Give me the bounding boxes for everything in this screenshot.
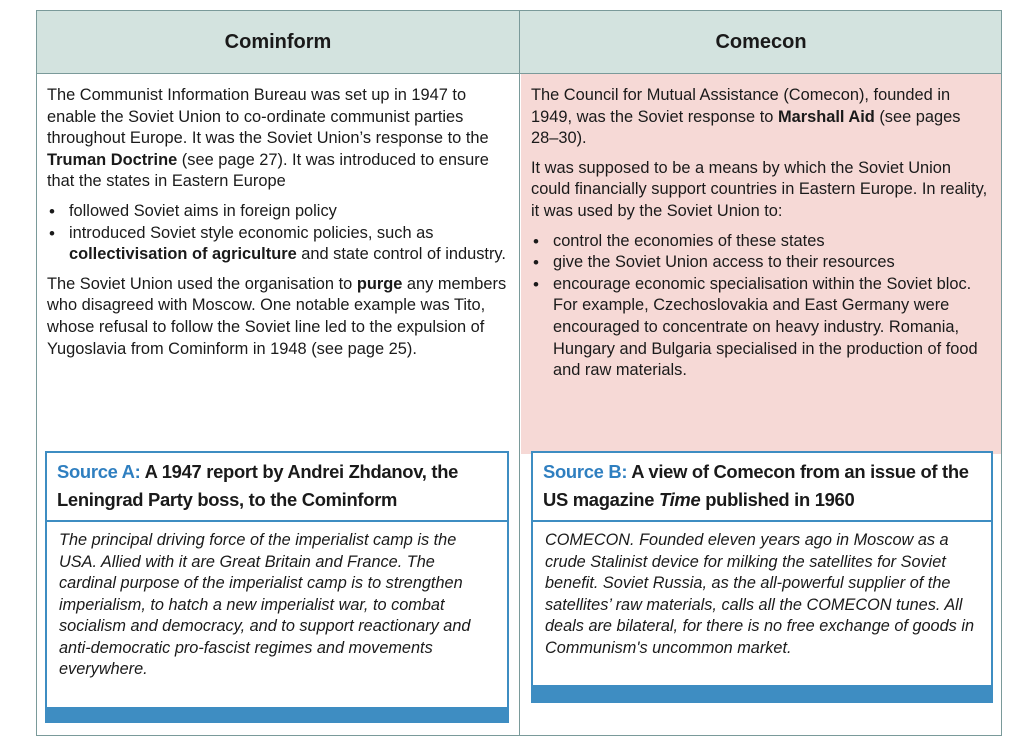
list-item: • introduced Soviet style economic policies, such as collectivisation of agriculture and state control of industry. bbox=[47, 223, 513, 266]
cominform-paragraph-1: The Communist Information Bureau was set up in 1947 to enable the Soviet Union to co-ordinate communist parties throughout Europe. It was the Soviet Union’s response to the Truman Doctrine (see page 27). It was introduced to ensure that the states in Eastern Europe bbox=[47, 86, 489, 191]
cominform-paragraph-2: The Soviet Union used the organisation to purge any members who disagreed with Moscow. One notable example was Tito, whose refusal to follow the Soviet line led to the expulsion of Yugoslavia from Cominform in 1948 (see page 25). bbox=[47, 274, 507, 358]
key-term-collectivisation: collectivisation of agriculture bbox=[69, 245, 297, 264]
comecon-heading: Comecon bbox=[715, 30, 807, 53]
cominform-bullet-list bbox=[47, 201, 513, 266]
source-a-title: Source A: A 1947 report by Andrei Zhdanov, the Leningrad Party boss, to the Cominform bbox=[47, 453, 507, 522]
source-b-label: Source B: bbox=[543, 461, 628, 482]
column-divider bbox=[519, 11, 520, 735]
source-a-label: Source A: bbox=[57, 461, 141, 482]
magazine-title-time: Time bbox=[658, 489, 701, 510]
list-item: • followed Soviet aims in foreign policy bbox=[47, 201, 513, 223]
comecon-paragraph-1: The Council for Mutual Assistance (Comecon), founded in 1949, was the Soviet response to Marshall Aid (see pages 28–30). bbox=[531, 86, 961, 148]
key-term-truman-doctrine: Truman Doctrine bbox=[47, 150, 178, 169]
source-b-title: Source B: A view of Comecon from an issue of the US magazine Time published in 1960 bbox=[533, 453, 991, 522]
comecon-paragraph-2: It was supposed to be a means by which the Soviet Union could financially support countries in Eastern Europe. In reality, it was used by the Soviet Union to: bbox=[531, 158, 988, 220]
comparison-table bbox=[36, 10, 1002, 736]
comecon-bullet-list bbox=[531, 231, 991, 382]
cominform-heading: Cominform bbox=[224, 30, 332, 53]
source-b-quote: COMECON. Founded eleven years ago in Moscow as a crude Stalinist device for milking the satellites for Soviet benefit. Soviet Russia, as the all-powerful supplier of the satellites’ raw materials, calls all the COMECON tunes. All deals are bilateral, for there is no free exchange of goods in Communism's uncommon market. bbox=[545, 531, 975, 657]
list-item: • encourage economic specialisation within the Soviet bloc. For example, Czechoslovakia and East Germany were encouraged to concentrate on heavy industry. Romania, Hungary and Bulgaria specialised in the production of food and raw materials. bbox=[531, 274, 991, 382]
cominform-column bbox=[47, 85, 513, 368]
list-item: • give the Soviet Union access to their resources bbox=[531, 252, 991, 274]
comecon-column bbox=[531, 85, 991, 390]
source-b-box bbox=[531, 451, 993, 703]
source-a-box bbox=[45, 451, 509, 723]
source-b-bottom-strip bbox=[533, 685, 991, 701]
source-a-bottom-strip bbox=[47, 707, 507, 721]
key-term-purge: purge bbox=[356, 274, 403, 293]
list-item: • control the economies of these states bbox=[531, 231, 991, 253]
source-a-quote: The principal driving force of the imperialist camp is the USA. Allied with it are Great Britain and France. The cardinal purpose of the imperialist camp is to strengthen imperialism, to hatch a new imperialist war, to combat socialism and democracy, and to support reactionary and anti-democratic pro-fascist regimes and movements everywhere. bbox=[59, 531, 471, 678]
key-term-marshall-aid: Marshall Aid bbox=[777, 107, 875, 126]
